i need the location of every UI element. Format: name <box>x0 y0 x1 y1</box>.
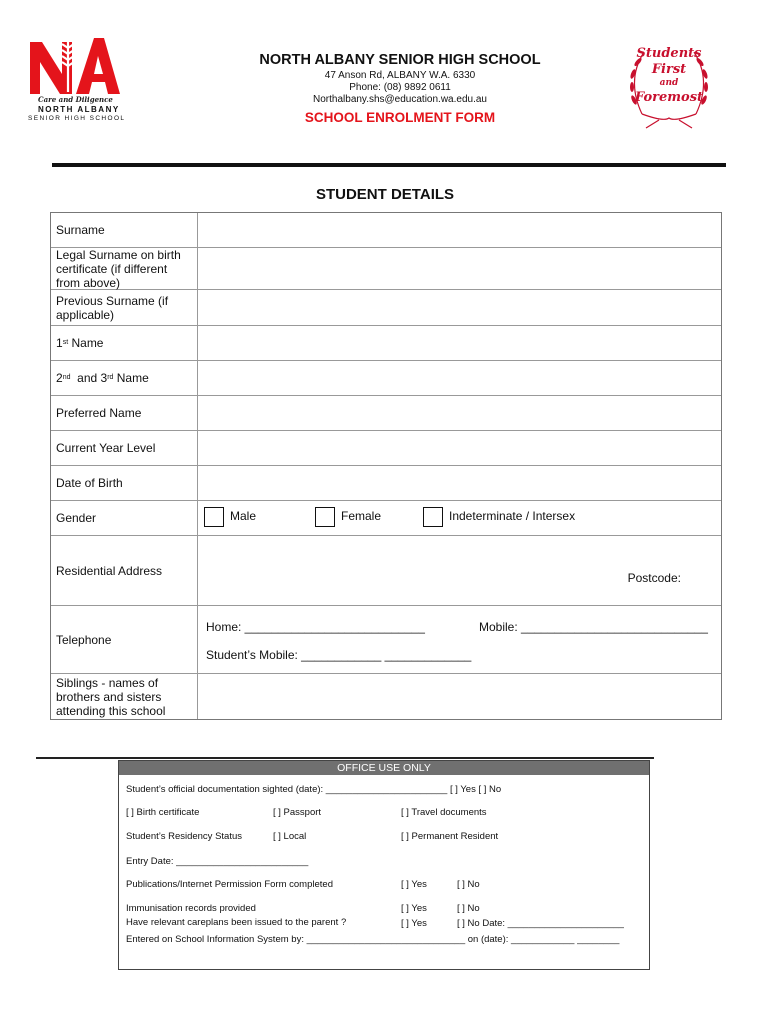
previous-surname-field[interactable] <box>198 290 721 325</box>
first-name-field[interactable] <box>198 326 721 360</box>
address-field[interactable] <box>198 536 721 605</box>
gender-female-checkbox[interactable] <box>315 507 335 527</box>
gender-intersex-checkbox[interactable] <box>423 507 443 527</box>
immunisation-yes-checkbox[interactable]: [ ] Yes <box>401 903 427 914</box>
form-title: SCHOOL ENROLMENT FORM <box>304 110 496 125</box>
gender-label: Gender <box>51 501 198 535</box>
siblings-field[interactable] <box>198 674 721 719</box>
student-mobile-field[interactable]: Student’s Mobile: ____________ _____________ <box>206 648 472 662</box>
postcode-label: Postcode: <box>627 571 681 585</box>
gender-male-checkbox[interactable] <box>204 507 224 527</box>
surname-field[interactable] <box>198 213 721 247</box>
year-level-label: Current Year Level <box>51 431 198 465</box>
second-sup: nd <box>62 374 71 381</box>
permission-label: Publications/Internet Permission Form completed <box>126 879 333 890</box>
dob-label: Date of Birth <box>51 466 198 500</box>
other-names-text: Name <box>113 371 149 385</box>
motto-line-2: First <box>651 62 687 77</box>
motto-line-1: Students <box>636 46 702 61</box>
row-telephone <box>51 605 721 673</box>
telephone-label: Telephone <box>51 606 198 673</box>
dob-field[interactable] <box>198 466 721 500</box>
doc-sighted-field[interactable]: Student’s official documentation sighted (date): _______________________ [ ] Yes [ ] No <box>126 784 502 795</box>
address-label: Residential Address <box>51 536 198 605</box>
first-name-text: Name <box>68 336 104 350</box>
passport-checkbox[interactable]: [ ] Passport <box>273 807 322 818</box>
row-address <box>51 535 721 605</box>
siblings-label: Siblings - names of brothers and sisters attending this school <box>51 674 198 719</box>
motto-line-4: Foremost <box>634 90 704 105</box>
school-address: 47 Anson Rd, ALBANY W.A. 6330 <box>324 70 476 81</box>
entered-field[interactable]: Entered on School Information System by: ______________________________ on (date): ____________ ________ <box>126 934 620 945</box>
gender-female-label: Female <box>341 509 382 523</box>
preferred-name-field[interactable] <box>198 396 721 430</box>
row-legal-surname <box>51 247 721 289</box>
surname-label: Surname <box>51 213 198 247</box>
legal-surname-label: Legal Surname on birth certificate (if different from above) <box>51 248 198 289</box>
office-use-box <box>118 760 650 970</box>
legal-surname-field[interactable] <box>198 248 721 289</box>
school-name: NORTH ALBANY SENIOR HIGH SCHOOL <box>259 52 541 68</box>
careplans-yes-checkbox[interactable]: [ ] Yes <box>401 918 427 929</box>
motto-line-3: and <box>659 78 679 88</box>
third-num: and 3 <box>70 371 108 385</box>
other-names-field[interactable] <box>198 361 721 395</box>
local-checkbox[interactable]: [ ] Local <box>273 831 307 842</box>
row-first-name <box>51 325 721 360</box>
careplans-label: Have relevant careplans been issued to the parent ? <box>126 917 347 928</box>
gender-options <box>198 501 721 535</box>
gender-intersex-label: Indeterminate / Intersex <box>449 509 576 523</box>
row-other-names <box>51 360 721 395</box>
row-siblings <box>51 673 721 719</box>
gender-male-label: Male <box>230 509 257 523</box>
row-year-level <box>51 430 721 465</box>
mobile-phone-field[interactable]: Mobile: ____________________________ <box>479 620 708 634</box>
immunisation-label: Immunisation records provided <box>126 903 256 914</box>
third-sup: rd <box>107 374 114 381</box>
home-phone-field[interactable]: Home: ___________________________ <box>206 620 425 634</box>
row-surname <box>51 213 721 247</box>
permission-yes-checkbox[interactable]: [ ] Yes <box>401 879 427 890</box>
telephone-fields <box>198 606 721 673</box>
birth-cert-checkbox[interactable]: [ ] Birth certificate <box>126 807 200 818</box>
row-dob <box>51 465 721 500</box>
row-previous-surname <box>51 289 721 325</box>
immunisation-no-checkbox[interactable]: [ ] No <box>457 903 480 914</box>
entry-date-field[interactable]: Entry Date: _________________________ <box>126 856 309 867</box>
preferred-name-label: Preferred Name <box>51 396 198 430</box>
logo-tagline: Care and Diligence <box>38 95 113 104</box>
office-divider <box>36 757 654 759</box>
row-preferred-name <box>51 395 721 430</box>
row-gender <box>51 500 721 535</box>
other-names-label <box>51 361 198 395</box>
office-heading: OFFICE USE ONLY <box>119 761 649 775</box>
year-level-field[interactable] <box>198 431 721 465</box>
careplans-no-date-field[interactable]: [ ] No Date: ______________________ <box>457 918 624 929</box>
first-name-sup: st <box>62 339 69 346</box>
travel-docs-checkbox[interactable]: [ ] Travel documents <box>401 807 487 818</box>
header-divider <box>52 163 726 167</box>
previous-surname-label: Previous Surname (if applicable) <box>51 290 198 325</box>
permanent-checkbox[interactable]: [ ] Permanent Resident <box>401 831 499 842</box>
school-email: Northalbany.shs@education.wa.edu.au <box>313 94 487 105</box>
first-name-num: 1 <box>56 336 63 350</box>
first-name-label <box>51 326 198 360</box>
school-phone: Phone: (08) 9892 0611 <box>349 82 451 93</box>
motto-emblem <box>624 40 714 130</box>
permission-no-checkbox[interactable]: [ ] No <box>457 879 480 890</box>
logo-name: NORTH ALBANY <box>38 105 120 114</box>
residency-label: Student’s Residency Status <box>126 831 243 842</box>
second-num: 2 <box>56 371 63 385</box>
student-details-table <box>50 212 722 720</box>
logo-subtitle: SENIOR HIGH SCHOOL <box>28 115 126 122</box>
section-title: STUDENT DETAILS <box>315 186 455 203</box>
